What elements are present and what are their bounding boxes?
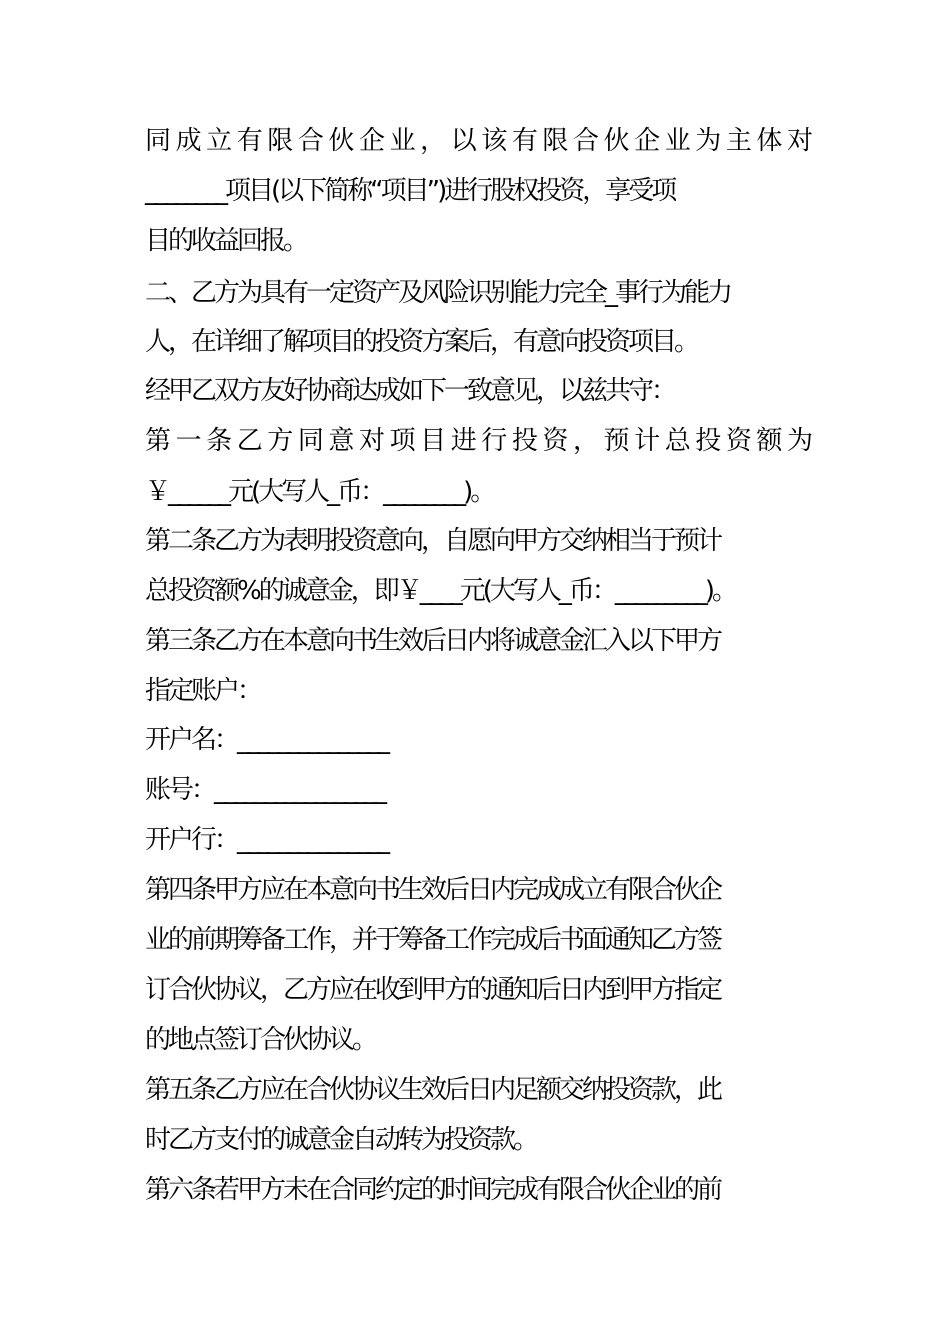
paragraph-line: 目的收益回报。	[145, 226, 307, 256]
paragraph-line: ________项目(以下简称“项目”)进行股权投资，享受项	[145, 176, 675, 206]
paragraph-line: 第五条乙方应在合伙协议生效后日内足额交纳投资款，此	[145, 1075, 721, 1105]
paragraph-line: 二、乙方为具有一定资产及风险识别能力完全_事行为能力	[145, 278, 731, 308]
account-name-line: 开户名：_______________	[145, 725, 388, 755]
paragraph-line: 同成立有限合伙企业，以该有限合伙企业为主体对	[145, 126, 810, 156]
paragraph-line: 第三条乙方在本意向书生效后日内将诚意金汇入以下甲方	[145, 626, 721, 656]
paragraph-line: 的地点签订合伙协议。	[145, 1025, 376, 1055]
account-number-line: 账号：_________________	[145, 775, 385, 805]
paragraph-line: 人，在详细了解项目的投资方案后，有意向投资项目。	[145, 327, 698, 357]
paragraph-line: 总投资额%的诚意金，即￥____元(大写人_币：_________)。	[145, 576, 735, 606]
paragraph-line: 业的前期筹备工作，并于筹备工作完成后书面通知乙方签	[145, 925, 721, 955]
paragraph-line: 第二条乙方为表明投资意向，自愿向甲方交纳相当于预计	[145, 526, 721, 556]
paragraph-line: ￥______元(大写人_币：________)。	[145, 477, 494, 507]
paragraph-line: 第四条甲方应在本意向书生效后日内完成成立有限合伙企	[145, 875, 721, 905]
bank-line: 开户行：_______________	[145, 825, 388, 855]
paragraph-line: 第一条乙方同意对项目进行投资，预计总投资额为	[145, 426, 810, 456]
paragraph-line: 订合伙协议，乙方应在收到甲方的通知后日内到甲方指定	[145, 975, 721, 1005]
paragraph-line: 指定账户：	[145, 676, 261, 706]
paragraph-line: 经甲乙双方友好协商达成如下一致意见，以兹共守：	[145, 376, 675, 406]
paragraph-line: 第六条若甲方未在合同约定的时间完成有限合伙企业的前	[145, 1175, 721, 1205]
paragraph-line: 时乙方支付的诚意金自动转为投资款。	[145, 1125, 537, 1155]
